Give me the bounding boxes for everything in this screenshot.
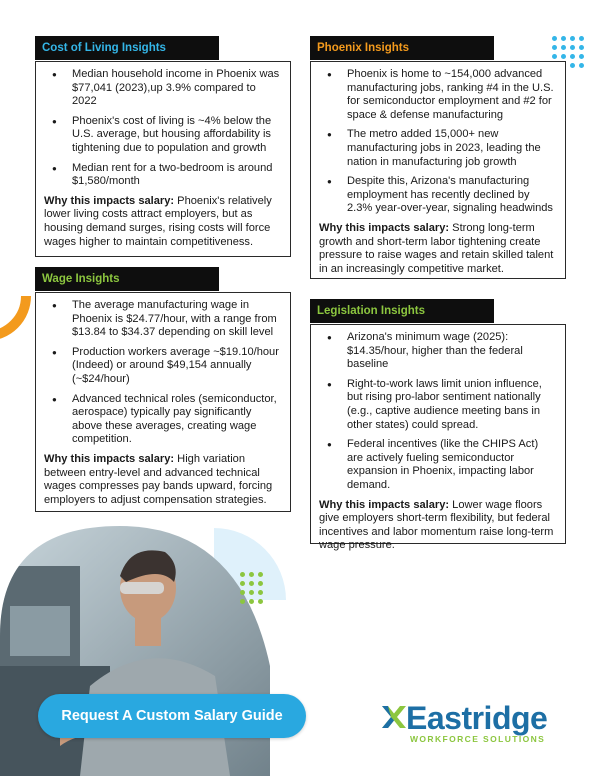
why-impacts-salary: Why this impacts salary: High variation between entry-level and advanced technical wages compresses pay bands upward, forcing employers to adjust compensation strategies. <box>44 452 273 506</box>
list-item: ● Right-to-work laws limit union influence, but rising pro-labor sentiment nationally (e.g., captive audience meeting bans in other states) could spread. <box>347 378 557 432</box>
phoenix-heading: Phoenix Insights <box>310 36 494 60</box>
cost-of-living-heading: Cost of Living Insights <box>35 36 219 60</box>
list-item: ● Advanced technical roles (semiconductor, aerospace) typically pay significantly above these averages, creating wage competition. <box>72 393 282 447</box>
eastridge-logo <box>380 700 580 746</box>
legislation-box <box>310 324 566 552</box>
why-impacts-salary: Why this impacts salary: Lower wage floors give employers short-term flexibility, but federal incentives and labor momentum raise long-term wage pressure. <box>319 498 554 552</box>
why-impacts-salary: Why this impacts salary: Strong long-term growth and short-term labor tightening create pressure to raise wages and retain skilled talent in an increasingly competitive market. <box>319 221 554 275</box>
wage-box <box>35 292 291 512</box>
green-dot-grid-decoration <box>240 572 263 604</box>
request-salary-guide-button[interactable]: Request A Custom Salary Guide <box>38 694 306 738</box>
list-item: ● The average manufacturing wage in Phoenix is $24.77/hour, with a range from $13.84 to $34.37 depending on skill level <box>72 299 282 340</box>
legislation-heading: Legislation Insights <box>310 299 494 323</box>
list-item: ● Despite this, Arizona's manufacturing employment has recently declined by 2.3% year-over-year, signaling headwinds <box>347 175 557 216</box>
orange-arc-decoration <box>0 296 26 336</box>
list-item: ● Median household income in Phoenix was $77,041 (2023),up 3.9% compared to 2022 <box>72 68 282 109</box>
list-item: ● Phoenix's cost of living is ~4% below the U.S. average, but housing affordability is tightening due to population and growth <box>72 115 282 156</box>
list-item: ● Median rent for a two-bedroom is around $1,580/month <box>72 162 282 189</box>
logo-subtitle: WORKFORCE SOLUTIONS <box>410 734 546 744</box>
phoenix-box <box>310 61 566 279</box>
list-item: ● Arizona's minimum wage (2025): $14.35/hour, higher than the federal baseline <box>347 331 557 372</box>
cost-of-living-box <box>35 61 291 257</box>
list-item: ● Federal incentives (like the CHIPS Act) are actively fueling semiconductor expansion in Phoenix, impacting labor demand. <box>347 438 557 492</box>
list-item: ● Phoenix is home to ~154,000 advanced manufacturing jobs, ranking #4 in the U.S. for semiconductor employment and #2 for space & defense manufacturing <box>347 68 557 122</box>
logo-wordmark: Eastridge <box>406 700 548 736</box>
eastridge-x-icon <box>380 704 406 730</box>
why-impacts-salary: Why this impacts salary: Phoenix's relatively lower living costs attract employers, but as housing demand surges, rising costs will force wages higher to maintain competitiveness. <box>44 194 272 248</box>
list-item: ● The metro added 15,000+ new manufacturing jobs in 2023, leading the nation in manufacturing job growth <box>347 128 557 169</box>
wage-heading: Wage Insights <box>35 267 219 291</box>
list-item: ● Production workers average ~$19.10/hour (Indeed) or around $49,154 annually (~$24/hour) <box>72 346 282 387</box>
